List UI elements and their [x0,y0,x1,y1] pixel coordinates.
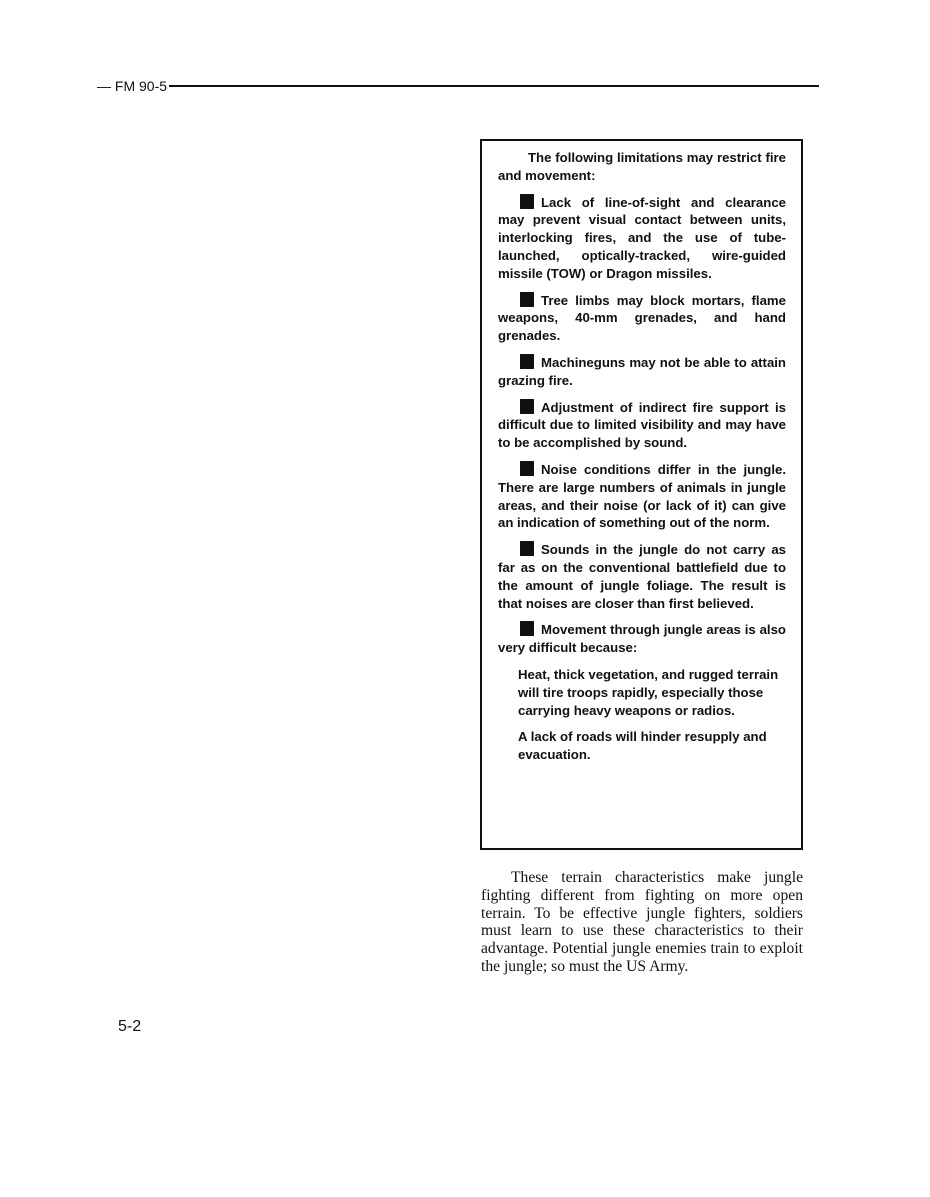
bullet-item [498,399,786,452]
bullet-item [498,292,786,345]
bullet-text: Noise conditions differ in the jungle. There are large numbers of animals in jungle areas, and their noise (or lack of it) can give an indication of something out of the norm. [498,461,786,531]
bullet-text: Adjustment of indirect fire support is difficult due to limited visibility and may have to be accomplished by sound. [498,399,786,451]
sub-item: A lack of roads will hinder resupply and evacuation. [518,729,767,763]
bullet-text: Movement through jungle areas is also very difficult because: [498,622,786,656]
sub-item: Heat, thick vegetation, and rugged terrain will tire troops rapidly, especially those carrying heavy weapons or radios. [518,666,779,718]
bullet-item [498,194,786,283]
bullet-item [498,461,786,532]
page-number: 5-2 [118,1018,142,1035]
bullet-item [498,541,786,612]
square-bullet-icon [520,354,534,369]
header-rule [169,85,819,87]
running-header [97,76,819,96]
limitations-box [480,139,803,850]
box-intro: The following limitations may restrict fire and movement: [498,150,786,183]
bullet-item [498,354,786,390]
bullet-item [498,621,786,657]
bullet-text: Lack of line-of-sight and clearance may prevent visual contact between units, interlocking fires, and the use of tube-launched, optically-tracked, wire-guided missile (TOW) or Dragon missiles. [498,194,786,281]
square-bullet-icon [520,194,534,209]
manual-designation: — FM 90-5 [97,78,168,94]
square-bullet-icon [520,461,534,476]
body-paragraph: These terrain characteristics make jungle fighting different from fighting on more open terrain. To be effective jungle fighters, soldiers must learn to use these characteristics to their advantage. Potential jungle enemies train to exploit the jungle; so must the US Army. [481,869,803,975]
square-bullet-icon [520,621,534,636]
square-bullet-icon [520,399,534,414]
bullet-text: Tree limbs may block mortars, flame weapons, 40-mm grenades, and hand grenades. [498,292,786,344]
square-bullet-icon [520,292,534,307]
bullet-text: Sounds in the jungle do not carry as far as on the conventional battlefield due to the amount of jungle foliage. The result is that noises are closer than first believed. [498,542,786,611]
bullet-text: Machineguns may not be able to attain grazing fire. [498,354,786,388]
square-bullet-icon [520,541,534,556]
